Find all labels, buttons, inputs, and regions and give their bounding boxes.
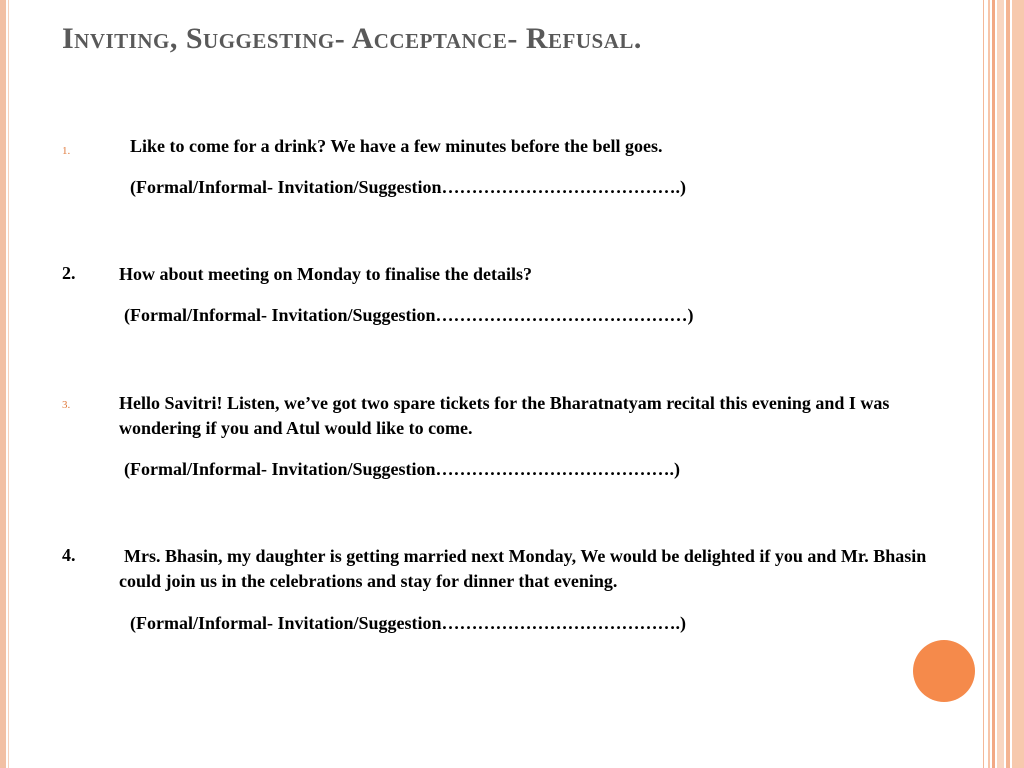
right-stripes-decoration xyxy=(976,0,1024,768)
item-text-4: Mrs. Bhasin, my daughter is getting married next Monday, We would be delighted if you and Mr. Bhasin could join us in the celebrations and stay for dinner that evening. xyxy=(119,546,927,591)
item-hint-2: (Formal/Informal- Invitation/Suggestion……………………………………) xyxy=(124,305,694,325)
item-number-2: 2. xyxy=(62,263,76,283)
item-hint-3: (Formal/Informal- Invitation/Suggestion………………………………….) xyxy=(124,459,680,479)
item-hint-4: (Formal/Informal- Invitation/Suggestion………………………………….) xyxy=(130,613,686,633)
item-text-3: Hello Savitri! Listen, we’ve got two spare tickets for the Bharatnatyam recital this evening and I was wondering if you and Atul would like to come. xyxy=(119,393,890,438)
item-text-1: Like to come for a drink? We have a few minutes before the bell goes. xyxy=(130,136,663,156)
item-number-1: 1. xyxy=(62,145,71,157)
slide-title: Inviting, Suggesting- Acceptance- Refusal. xyxy=(62,22,642,55)
decorative-circle xyxy=(913,640,975,702)
item-text-2: How about meeting on Monday to finalise the details? xyxy=(119,264,533,284)
left-border-decoration xyxy=(0,0,6,768)
item-number-3: 3. xyxy=(62,399,71,411)
item-number-4: 4. xyxy=(62,545,76,565)
item-hint-1: (Formal/Informal- Invitation/Suggestion………………………………….) xyxy=(130,177,686,197)
